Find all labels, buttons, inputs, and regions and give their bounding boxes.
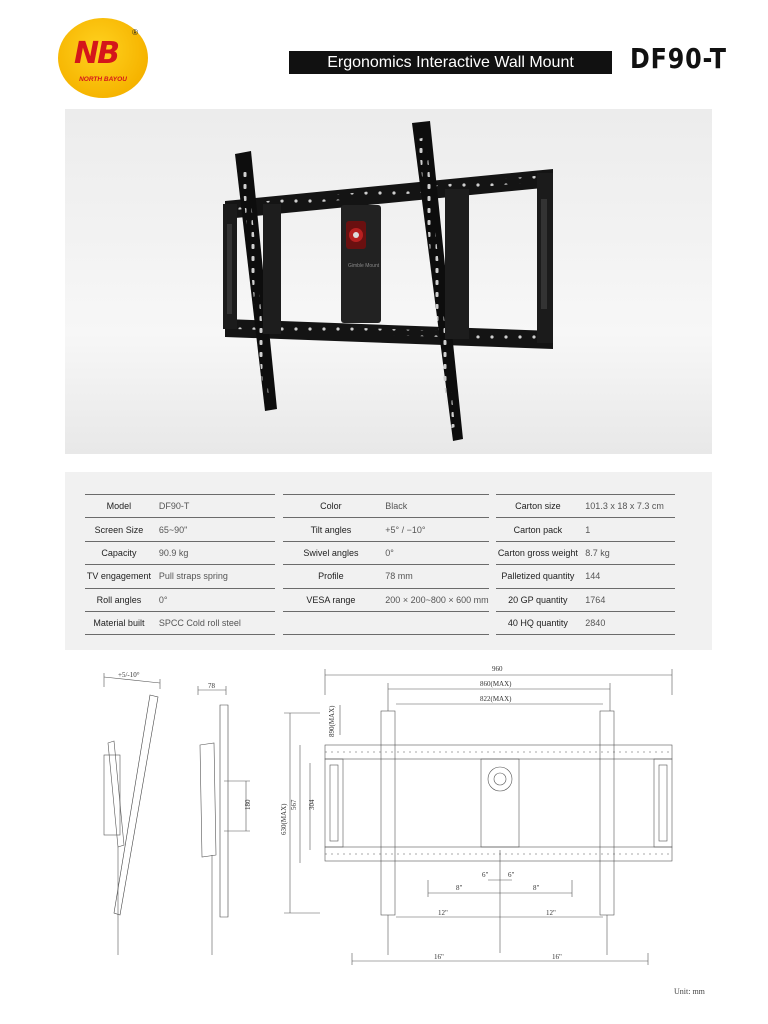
- technical-drawings: [0, 655, 768, 995]
- logo-registered-mark: ®: [132, 28, 138, 37]
- product-photo: [65, 109, 712, 454]
- spec-key: Tilt angles: [283, 518, 380, 541]
- spec-key: Carton gross weight: [496, 541, 579, 564]
- spec-table: [85, 494, 675, 635]
- spec-key: Capacity: [85, 541, 153, 564]
- spec-value: 144: [579, 565, 675, 588]
- spec-row: [85, 495, 675, 518]
- dim-side-tilt: +5/-10°: [118, 671, 140, 679]
- spec-value: 0°: [379, 541, 488, 564]
- spec-value: 101.3 x 18 x 7.3 cm: [579, 495, 675, 518]
- spec-key: [283, 611, 380, 634]
- spec-key: Palletized quantity: [496, 565, 579, 588]
- spec-value: 0°: [153, 588, 275, 611]
- dim-front-height-max-left: 630(MAX): [280, 803, 288, 835]
- spec-key: Color: [283, 495, 380, 518]
- dim-front-width: 960: [492, 665, 503, 673]
- dim-front-height-max-top: 890(MAX): [328, 705, 336, 737]
- mount-label: Gimble Mount: [348, 263, 380, 269]
- spec-column-gap: [275, 541, 283, 564]
- dimension-drawing: [0, 655, 768, 995]
- spec-row: [85, 541, 675, 564]
- spec-row: [85, 518, 675, 541]
- spec-column-gap: [275, 565, 283, 588]
- spec-value: [379, 611, 488, 634]
- spec-column-gap: [489, 588, 497, 611]
- dim-8-right: 8": [533, 884, 540, 892]
- dim-6-right: 6": [508, 871, 515, 879]
- spec-value: 8.7 kg: [579, 541, 675, 564]
- spec-key: TV engagement: [85, 565, 153, 588]
- brand-logo: [58, 18, 148, 98]
- spec-key: VESA range: [283, 588, 380, 611]
- spec-key: Roll angles: [85, 588, 153, 611]
- dim-16-left: 16": [434, 953, 444, 961]
- dim-12-left: 12": [438, 909, 448, 917]
- unit-label: Unit: mm: [674, 987, 705, 996]
- spec-column-gap: [275, 495, 283, 518]
- spec-value: 65~90": [153, 518, 275, 541]
- dim-side-profile: 78: [208, 682, 215, 690]
- spec-column-gap: [275, 518, 283, 541]
- dim-side-height: 180: [244, 799, 252, 810]
- spec-column-gap: [489, 611, 497, 634]
- spec-column-gap: [275, 588, 283, 611]
- spec-value: Black: [379, 495, 488, 518]
- spec-value: +5° / −10°: [379, 518, 488, 541]
- spec-key: 40 HQ quantity: [496, 611, 579, 634]
- spec-column-gap: [489, 565, 497, 588]
- spec-value: SPCC Cold roll steel: [153, 611, 275, 634]
- spec-key: Carton size: [496, 495, 579, 518]
- spec-value: 200 × 200~800 × 600 mm: [379, 588, 488, 611]
- dim-12-right: 12": [546, 909, 556, 917]
- dim-6-left: 6": [482, 871, 489, 879]
- spec-row: [85, 565, 675, 588]
- spec-value: Pull straps spring: [153, 565, 275, 588]
- logo-monogram: NB: [74, 36, 118, 71]
- spec-row: [85, 611, 675, 634]
- dim-front-height-567: 567: [290, 799, 298, 810]
- spec-column-gap: [275, 611, 283, 634]
- spec-table-body: [85, 495, 675, 635]
- dim-front-width-max1: 860(MAX): [480, 680, 512, 688]
- spec-row: [85, 588, 675, 611]
- spec-value: 2840: [579, 611, 675, 634]
- logo-brand-name: NORTH BAYOU: [79, 76, 127, 83]
- spec-key: Profile: [283, 565, 380, 588]
- dim-8-left: 8": [456, 884, 463, 892]
- spec-column-gap: [489, 495, 497, 518]
- spec-key: Model: [85, 495, 153, 518]
- spec-panel: [65, 472, 712, 650]
- page-title: Ergonomics Interactive Wall Mount: [289, 51, 612, 74]
- spec-value: 90.9 kg: [153, 541, 275, 564]
- spec-key: Screen Size: [85, 518, 153, 541]
- spec-value: 1764: [579, 588, 675, 611]
- spec-key: 20 GP quantity: [496, 588, 579, 611]
- dim-front-width-max2: 822(MAX): [480, 695, 512, 703]
- wall-mount-illustration: [65, 109, 712, 454]
- spec-key: Material built: [85, 611, 153, 634]
- spec-key: Swivel angles: [283, 541, 380, 564]
- spec-key: Carton pack: [496, 518, 579, 541]
- spec-column-gap: [489, 541, 497, 564]
- model-code: DF90-T: [630, 42, 727, 75]
- spec-column-gap: [489, 518, 497, 541]
- spec-value: 78 mm: [379, 565, 488, 588]
- dim-front-height-304: 304: [308, 799, 316, 810]
- spec-value: 1: [579, 518, 675, 541]
- dim-16-right: 16": [552, 953, 562, 961]
- spec-value: DF90-T: [153, 495, 275, 518]
